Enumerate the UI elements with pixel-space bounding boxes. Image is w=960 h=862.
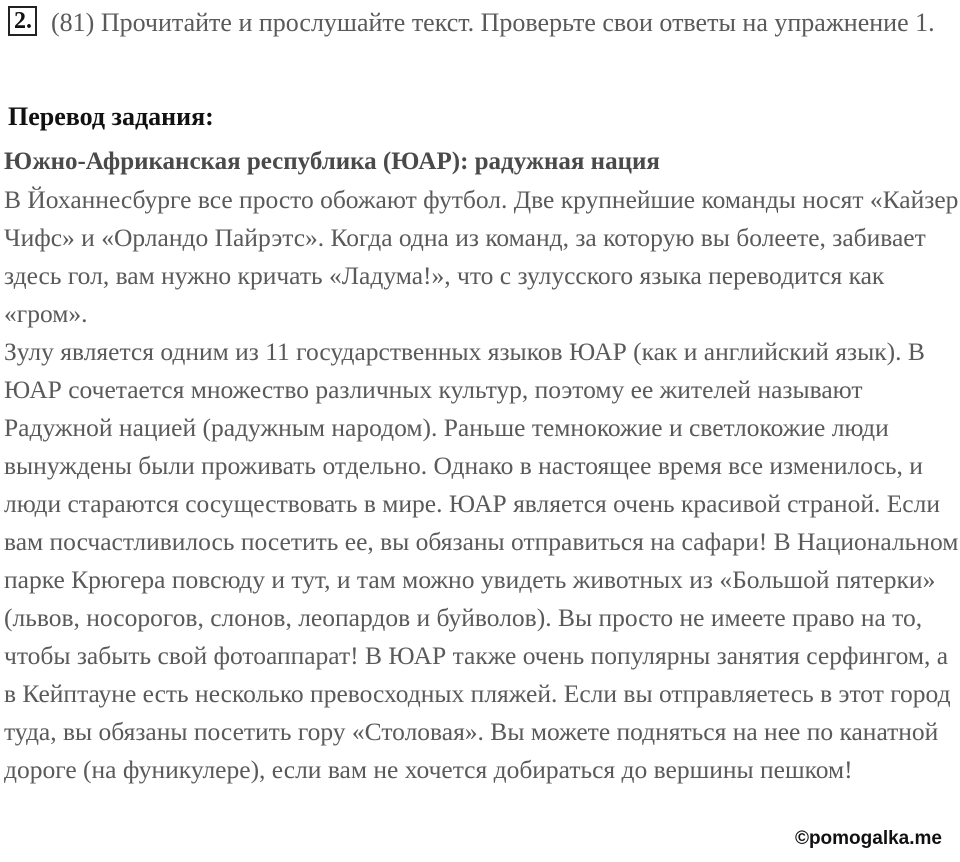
task-number-badge: 2. — [8, 6, 37, 36]
task-instruction: (81) Прочитайте и прослушайте текст. Проверьте свои ответы на упражнение 1. — [51, 8, 935, 37]
body-text — [4, 181, 960, 789]
text-title: Южно-Африканская республика (ЮАР): радужная нация — [4, 148, 660, 175]
task-header — [8, 4, 953, 42]
paragraph-2: Зулу является одним из 11 государственных языков ЮАР (как и английский язык). В ЮАР сочетается множество различных культур, поэтому ее жителей называют Радужной нацией (радужным народом). Раньше темнокожие и светлокожие люди вынуждены были проживать отдельно. Однако в настоящее время все изменилось, и люди стараются сосуществовать в мире. ЮАР является очень красивой страной. Если вам посчастливилось посетить ее, вы обязаны отправиться на сафари! В Национальном парке Крюгера повсюду и тут, и там можно увидеть животных из «Большой пятерки» (львов, носорогов, слонов, леопардов и буйволов). Вы просто не имеете право на то, чтобы забыть свой фотоаппарат! В ЮАР также очень популярны занятия серфингом, а в Кейптауне есть несколько превосходных пляжей. Если вы отправляетесь в этот город туда, вы обязаны посетить гору «Столовая». Вы можете подняться на нее по канатной дороге (на фуникулере), если вам не хочется добираться до вершины пешком! — [4, 337, 959, 784]
watermark: ©pomogalka.me — [794, 828, 942, 849]
paragraph-1: В Йоханнесбурге все просто обожают футбол. Две крупнейшие команды носят «Кайзер Чифс» и «Орландо Пайрэтс». Когда одна из команд, за которую вы болеете, забивает здесь гол, вам нужно кричать «Ладума!», что с зулусского языка переводится как «гром». — [4, 185, 959, 328]
translation-heading: Перевод задания: — [8, 102, 214, 131]
